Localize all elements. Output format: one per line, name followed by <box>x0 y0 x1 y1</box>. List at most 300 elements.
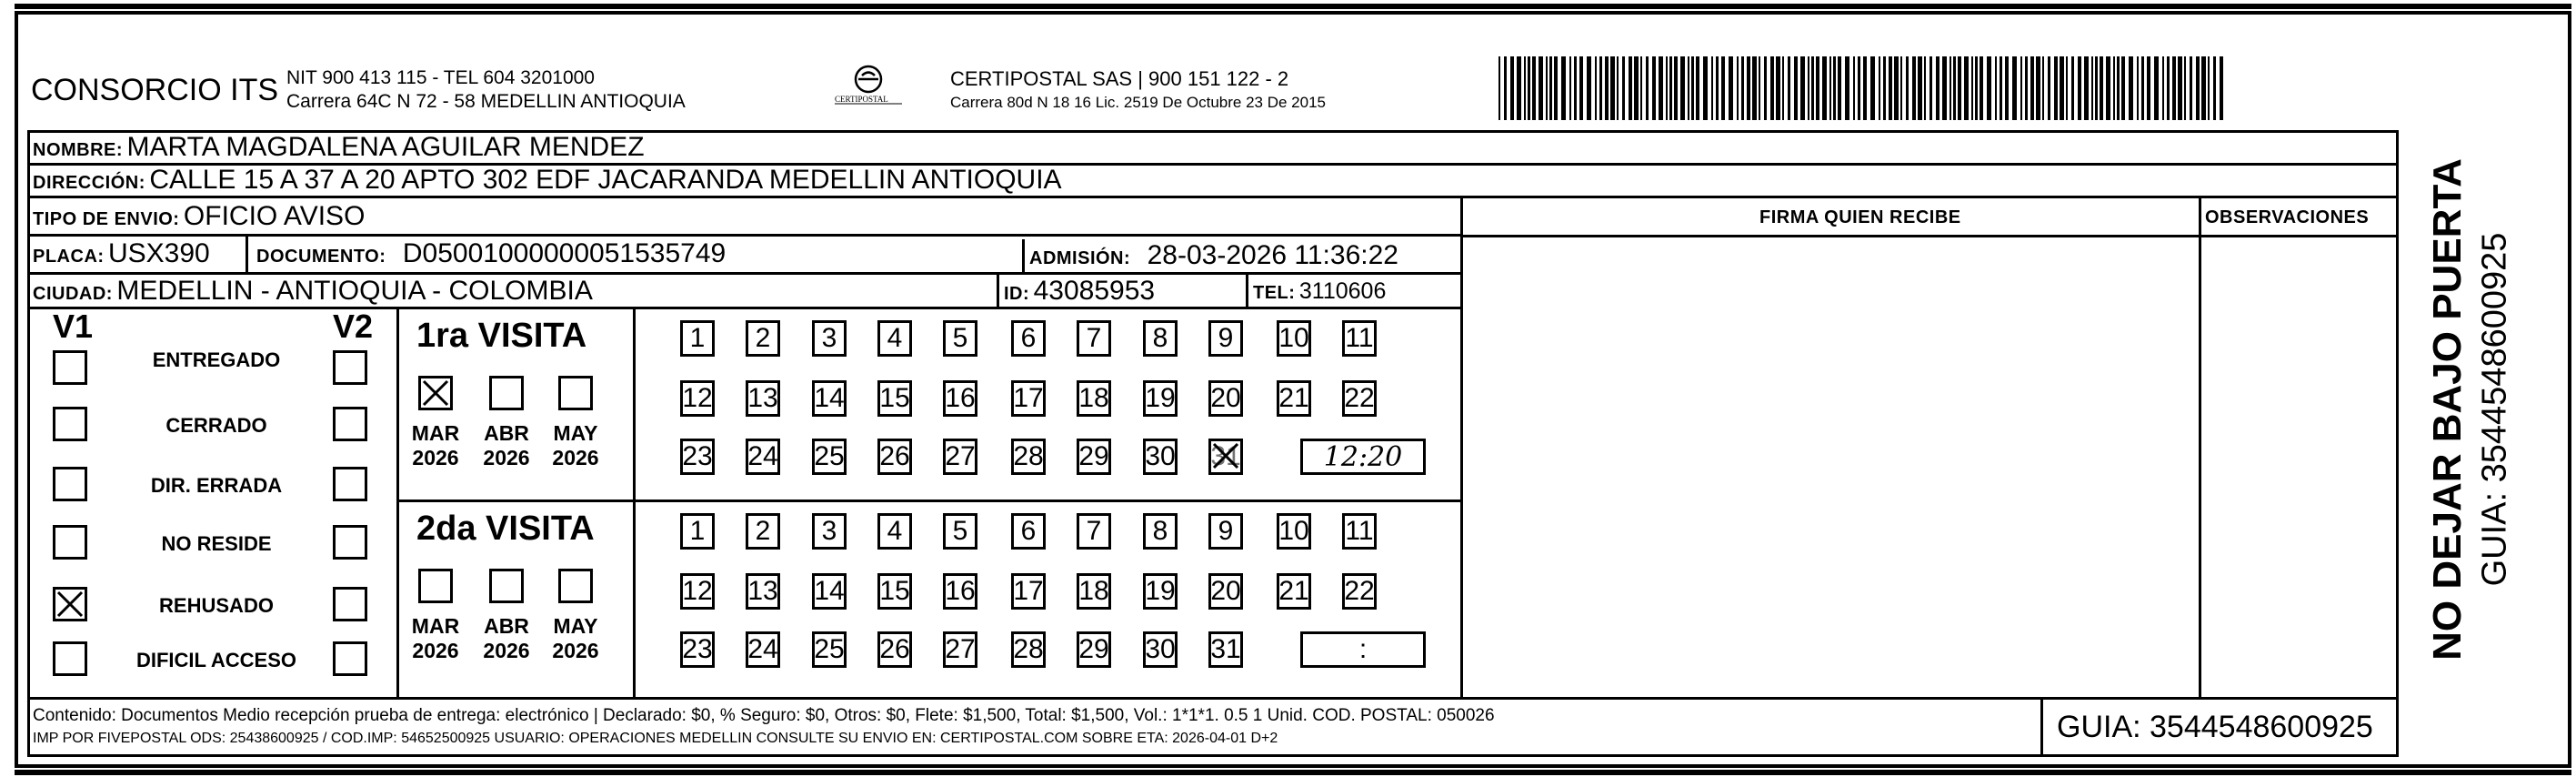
barcode-bar <box>2100 56 2103 120</box>
barcode-bar <box>2054 56 2058 120</box>
day-checkbox[interactable] <box>1077 320 1111 357</box>
row-divider <box>27 234 1462 237</box>
observaciones-header: OBSERVACIONES <box>2205 207 2370 227</box>
direccion-value: CALLE 15 A 37 A 20 APTO 302 EDF JACARANDA MEDELLIN ANTIOQUIA <box>149 165 1062 195</box>
barcode-bar <box>1610 56 1615 120</box>
day-checkbox[interactable] <box>877 513 912 550</box>
footer-contenido: Contenido: Documentos Medio recepción prueba de entrega: electrónico | Declarado: $0, % Seguro: $0, Otros: $0, Flete: $1,500, Total: $1,500, Vol.: 1*1*1. 0.5 1 Unid. COD. POSTAL: 050026 <box>33 706 1495 725</box>
day-checkbox[interactable] <box>812 320 847 357</box>
barcode-bar <box>1858 56 1860 120</box>
barcode-bar <box>1953 56 1956 120</box>
day-checkbox[interactable] <box>1208 573 1243 610</box>
month-checkbox[interactable] <box>418 569 453 603</box>
month-label <box>404 421 467 470</box>
day-checkbox[interactable] <box>680 631 715 668</box>
day-number: 23 <box>682 634 713 664</box>
day-checkbox[interactable] <box>1342 320 1377 357</box>
barcode-bar <box>1838 56 1841 120</box>
barcode-bar <box>1629 56 1632 120</box>
month-year: 2026 <box>552 639 599 662</box>
day-checkbox[interactable] <box>746 513 780 550</box>
handwritten-x-mark <box>421 378 450 408</box>
v1-checkbox[interactable] <box>53 587 87 621</box>
day-checkbox[interactable] <box>680 320 715 357</box>
day-number: 11 <box>1345 516 1374 546</box>
day-number: 25 <box>814 441 845 471</box>
id-field <box>1004 276 1155 307</box>
day-checkbox[interactable] <box>1011 380 1046 417</box>
month-label <box>544 421 607 470</box>
v2-checkbox[interactable] <box>333 587 367 621</box>
v1-checkbox[interactable] <box>53 350 87 385</box>
barcode-bar <box>1816 56 1819 120</box>
day-checkbox[interactable] <box>1143 631 1178 668</box>
barcode-bar <box>1554 56 1558 120</box>
barcode-bar <box>1498 56 1500 120</box>
barcode-bar <box>2220 56 2223 120</box>
day-number: 24 <box>747 441 778 471</box>
day-checkbox[interactable] <box>746 573 780 610</box>
barcode-bar <box>2113 56 2115 120</box>
month-checkbox[interactable] <box>418 376 453 410</box>
day-number: 18 <box>1078 383 1109 413</box>
day-checkbox[interactable] <box>1077 513 1111 550</box>
month-name: ABR <box>484 614 529 638</box>
day-checkbox[interactable] <box>877 380 912 417</box>
day-checkbox[interactable] <box>1208 320 1243 357</box>
day-checkbox[interactable] <box>1208 439 1243 475</box>
day-number: 13 <box>747 576 778 606</box>
handwritten-x-mark <box>1211 441 1240 470</box>
day-number: 10 <box>1278 516 1309 546</box>
barcode-bar <box>1587 56 1591 120</box>
row-divider <box>27 196 2399 198</box>
footer-impresion: IMP POR FIVEPOSTAL ODS: 25438600925 / COD.IMP: 54652500925 USUARIO: OPERACIONES MEDELLIN CONSULTE SU ENVIO EN: CERTIPOSTAL.COM SOBRE ETA: 2026-04-01 D+2 <box>33 731 1278 746</box>
day-checkbox[interactable] <box>1143 513 1178 550</box>
barcode-bar <box>1696 56 1699 120</box>
time-field[interactable] <box>1300 439 1426 475</box>
day-number: 12 <box>682 383 713 413</box>
day-checkbox[interactable] <box>943 573 977 610</box>
top-edge-shadow <box>15 4 2571 9</box>
day-number: 7 <box>1086 323 1102 353</box>
day-checkbox[interactable] <box>877 439 912 475</box>
v1-checkbox[interactable] <box>53 467 87 501</box>
barcode-bar <box>2190 56 2192 120</box>
day-checkbox[interactable] <box>1077 380 1111 417</box>
day-number: 5 <box>952 516 968 546</box>
v1-checkbox[interactable] <box>53 525 87 560</box>
day-checkbox[interactable] <box>943 513 977 550</box>
v1-checkbox[interactable] <box>53 641 87 676</box>
day-number: 9 <box>1218 323 1234 353</box>
day-checkbox[interactable] <box>812 513 847 550</box>
barcode-bar <box>1569 56 1571 120</box>
day-number: 19 <box>1145 383 1176 413</box>
day-number: 18 <box>1078 576 1109 606</box>
month-name: MAR <box>411 614 460 638</box>
barcode-bar <box>1958 56 1961 120</box>
day-checkbox[interactable] <box>812 631 847 668</box>
barcode-bar <box>1900 56 1902 120</box>
day-checkbox[interactable] <box>746 439 780 475</box>
barcode-bar <box>2066 56 2068 120</box>
day-checkbox[interactable] <box>812 380 847 417</box>
day-checkbox[interactable] <box>877 631 912 668</box>
barcode-bar <box>1752 56 1757 120</box>
barcode-bar <box>2213 56 2216 120</box>
ciudad-value: MEDELLIN - ANTIOQUIA - COLOMBIA <box>116 276 593 306</box>
barcode-bar <box>1800 56 1805 120</box>
barcode-bar <box>1674 56 1678 120</box>
day-checkbox[interactable] <box>1277 573 1311 610</box>
footer-right-border <box>2396 700 2399 756</box>
barcode-bar <box>2005 56 2009 120</box>
handwritten-x-mark <box>55 590 85 619</box>
status-reason-label: REHUSADO <box>159 594 274 617</box>
id-value: 43085953 <box>1033 276 1156 306</box>
barcode-bar <box>1605 56 1609 120</box>
barcode-bar <box>1711 56 1713 120</box>
footer-guia-divider <box>2040 700 2043 756</box>
barcode-bar <box>1879 56 1880 120</box>
month-label <box>475 614 538 663</box>
day-number: 21 <box>1278 383 1309 413</box>
barcode-bar <box>1853 56 1855 120</box>
day-checkbox[interactable] <box>1077 439 1111 475</box>
barcode-bar <box>1561 56 1566 120</box>
day-checkbox[interactable] <box>680 380 715 417</box>
barcode-bar <box>1729 56 1733 120</box>
barcode-bar <box>1546 56 1548 120</box>
barcode-bar <box>2020 56 2022 120</box>
footer-left-border <box>27 700 30 756</box>
day-number: 29 <box>1078 441 1109 471</box>
day-number: 6 <box>1020 323 1037 353</box>
v2-checkbox[interactable] <box>333 407 367 441</box>
company-nit: NIT 900 413 115 - TEL 604 3201000 <box>286 67 595 88</box>
day-checkbox[interactable] <box>943 380 977 417</box>
barcode-bar <box>1532 56 1536 120</box>
day-number: 31 <box>1210 441 1241 471</box>
barcode-bar <box>1918 56 1922 120</box>
day-checkbox[interactable] <box>943 439 977 475</box>
placa-label: PLACA: <box>33 247 105 267</box>
column-header-divider <box>1460 235 2399 237</box>
day-number: 26 <box>879 441 910 471</box>
barcode-bar <box>2078 56 2081 120</box>
day-number: 13 <box>747 383 778 413</box>
barcode-bar <box>1942 56 1947 120</box>
day-number: 4 <box>887 323 903 353</box>
barcode-bar <box>1504 56 1507 120</box>
barcode-bar <box>1640 56 1642 120</box>
barcode-bar <box>1782 56 1784 120</box>
barcode-bar <box>1829 56 1831 120</box>
admision-value: 28-03-2026 11:36:22 <box>1147 240 1398 270</box>
observaciones-column-divider <box>2199 196 2201 700</box>
month-year: 2026 <box>412 446 459 469</box>
cell-divider <box>1246 272 1248 307</box>
day-checkbox[interactable] <box>1011 513 1046 550</box>
barcode-bar <box>1924 56 1926 120</box>
barcode-bar <box>1652 56 1656 120</box>
month-label <box>475 421 538 470</box>
barcode-bar <box>2084 56 2089 120</box>
barcode-bar <box>2048 56 2050 120</box>
month-year: 2026 <box>483 446 530 469</box>
day-checkbox[interactable] <box>680 439 715 475</box>
status-reason-label: DIR. ERRADA <box>150 474 283 497</box>
day-number: 24 <box>747 634 778 664</box>
carrier-logo-icon <box>827 64 909 115</box>
month-checkbox[interactable] <box>489 376 524 410</box>
barcode-bar <box>1646 56 1649 120</box>
tipo-label: TIPO DE ENVIO: <box>33 209 180 229</box>
barcode-bar <box>1980 56 1983 120</box>
barcode-bar <box>1845 56 1849 120</box>
day-checkbox[interactable] <box>877 320 912 357</box>
day-checkbox[interactable] <box>1077 573 1111 610</box>
footer-guia: GUIA: 3544548600925 <box>2057 710 2373 744</box>
ciudad-label: CIUDAD: <box>33 284 113 304</box>
day-number: 8 <box>1152 516 1168 546</box>
v2-checkbox[interactable] <box>333 641 367 676</box>
month-name: MAR <box>411 421 460 445</box>
day-number: 19 <box>1145 576 1176 606</box>
day-number: 30 <box>1145 441 1176 471</box>
barcode-bar <box>2106 56 2110 120</box>
barcode-bar <box>2137 56 2139 120</box>
barcode-bar <box>2162 56 2164 120</box>
day-checkbox[interactable] <box>812 573 847 610</box>
barcode-bar <box>1716 56 1719 120</box>
barcode-bar <box>1574 56 1577 120</box>
barcode-bar <box>1634 56 1639 120</box>
time-value: 12:20 <box>1323 440 1403 473</box>
day-number: 27 <box>945 634 976 664</box>
barcode-bar <box>1808 56 1809 120</box>
admision-label: ADMISIÓN: <box>1029 248 1131 268</box>
barcode-bar <box>2071 56 2074 120</box>
day-checkbox[interactable] <box>1143 380 1178 417</box>
v2-checkbox[interactable] <box>333 525 367 560</box>
nombre-value: MARTA MAGDALENA AGUILAR MENDEZ <box>126 132 645 162</box>
barcode-bar <box>1510 56 1514 120</box>
barcode-bar <box>2196 56 2200 120</box>
month-checkbox[interactable] <box>489 569 524 603</box>
barcode-bar <box>1894 56 1899 120</box>
month-label <box>544 614 607 663</box>
barcode-bar <box>1995 56 1997 120</box>
day-number: 17 <box>1013 383 1044 413</box>
v1-header: V1 <box>53 308 94 345</box>
barcode-bar <box>1929 56 1932 120</box>
visit-divider <box>396 500 1462 502</box>
admision-field <box>1029 240 1398 271</box>
month-name: ABR <box>484 421 529 445</box>
day-number: 4 <box>887 516 903 546</box>
month-year: 2026 <box>552 446 599 469</box>
month-label <box>404 614 467 663</box>
barcode-bar <box>2201 56 2206 120</box>
barcode-bar <box>1539 56 1543 120</box>
v1-checkbox[interactable] <box>53 407 87 441</box>
day-number: 6 <box>1020 516 1037 546</box>
day-checkbox[interactable] <box>1011 631 1046 668</box>
barcode-bar <box>1747 56 1750 120</box>
day-checkbox[interactable] <box>680 513 715 550</box>
barcode-bar <box>2184 56 2186 120</box>
day-checkbox[interactable] <box>1143 573 1178 610</box>
day-checkbox[interactable] <box>1143 320 1178 357</box>
barcode-bar <box>2178 56 2182 120</box>
month-year: 2026 <box>483 639 530 662</box>
day-number: 26 <box>879 634 910 664</box>
firma-header: FIRMA QUIEN RECIBE <box>1759 207 1961 227</box>
barcode-bar <box>2154 56 2159 120</box>
day-checkbox[interactable] <box>1277 380 1311 417</box>
day-checkbox[interactable] <box>1143 439 1178 475</box>
day-number: 9 <box>1218 516 1234 546</box>
barcode-bar <box>1906 56 1909 120</box>
status-divider <box>396 307 399 700</box>
time-value: : <box>1358 634 1368 664</box>
barcode-bar <box>1595 56 1597 120</box>
barcode-bar <box>2147 56 2150 120</box>
day-checkbox[interactable] <box>746 320 780 357</box>
day-number: 7 <box>1086 516 1102 546</box>
direccion-label: DIRECCIÓN: <box>33 173 145 193</box>
status-reason-label: NO RESIDE <box>161 532 272 555</box>
barcode-bar <box>2117 56 2120 120</box>
bottom-edge-shadow <box>15 770 2571 775</box>
day-number: 14 <box>814 576 845 606</box>
day-number: 22 <box>1344 576 1375 606</box>
barcode-bar <box>1883 56 1886 120</box>
nombre-label: NOMBRE: <box>33 140 124 160</box>
day-number: 31 <box>1210 634 1241 664</box>
day-number: 2 <box>755 323 771 353</box>
day-checkbox[interactable] <box>746 380 780 417</box>
visit2-title: 2da VISITA <box>416 510 595 548</box>
barcode-bar <box>1549 56 1552 120</box>
barcode-bar <box>1666 56 1668 120</box>
placa-field <box>33 238 210 269</box>
day-checkbox[interactable] <box>1342 380 1377 417</box>
day-checkbox[interactable] <box>1277 320 1311 357</box>
month-name: MAY <box>553 614 598 638</box>
ciudad-field <box>33 276 593 307</box>
day-number: 20 <box>1210 576 1241 606</box>
documento-value: D05001000000051535749 <box>402 238 727 268</box>
barcode-bar <box>2036 56 2040 120</box>
barcode-bar <box>1889 56 1892 120</box>
day-number: 8 <box>1152 323 1168 353</box>
barcode-bar <box>2129 56 2133 120</box>
day-checkbox[interactable] <box>746 631 780 668</box>
day-checkbox[interactable] <box>1208 631 1243 668</box>
month-checkbox[interactable] <box>558 376 593 410</box>
day-checkbox[interactable] <box>1011 573 1046 610</box>
day-checkbox[interactable] <box>1342 573 1377 610</box>
day-checkbox[interactable] <box>877 573 912 610</box>
day-checkbox[interactable] <box>1277 513 1311 550</box>
barcode-bar <box>1822 56 1827 120</box>
day-checkbox[interactable] <box>1077 631 1111 668</box>
day-checkbox[interactable] <box>1011 320 1046 357</box>
barcode-bar <box>2208 56 2210 120</box>
company-name: CONSORCIO ITS <box>31 73 279 107</box>
barcode-bar <box>1617 56 1619 120</box>
day-number: 25 <box>814 634 845 664</box>
tel-value: 3110606 <box>1298 278 1387 304</box>
day-checkbox[interactable] <box>1011 439 1046 475</box>
tipo-row <box>33 201 365 232</box>
day-checkbox[interactable] <box>943 320 977 357</box>
barcode-bar <box>1912 56 1916 120</box>
direccion-row <box>33 165 1062 196</box>
barcode-bar <box>2000 56 2002 120</box>
time-field[interactable] <box>1300 631 1426 668</box>
day-checkbox[interactable] <box>812 439 847 475</box>
day-number: 17 <box>1013 576 1044 606</box>
day-number: 28 <box>1013 634 1044 664</box>
barcode-bar <box>1669 56 1672 120</box>
barcode-bar <box>1936 56 1940 120</box>
day-number: 3 <box>821 323 837 353</box>
barcode-bar <box>1528 56 1530 120</box>
day-checkbox[interactable] <box>1208 513 1243 550</box>
barcode-bar <box>1737 56 1739 120</box>
barcode-bar <box>1721 56 1725 120</box>
day-number: 29 <box>1078 634 1109 664</box>
day-number: 30 <box>1145 634 1176 664</box>
day-checkbox[interactable] <box>943 631 977 668</box>
visit1-title: 1ra VISITA <box>416 317 587 355</box>
day-checkbox[interactable] <box>1208 380 1243 417</box>
day-number: 12 <box>682 576 713 606</box>
barcode-bar <box>1776 56 1780 120</box>
barcode-bar <box>1659 56 1663 120</box>
v2-checkbox[interactable] <box>333 467 367 501</box>
barcode-bar <box>1579 56 1583 120</box>
day-number: 21 <box>1278 576 1309 606</box>
barcode-bar <box>1622 56 1625 120</box>
status-reason-label: DIFICIL ACCESO <box>135 649 296 671</box>
barcode-bar <box>1811 56 1814 120</box>
barcode-bar <box>1964 56 1969 120</box>
day-number: 16 <box>945 576 976 606</box>
barcode-bar <box>1987 56 1991 120</box>
day-number: 15 <box>879 383 910 413</box>
day-number: 28 <box>1013 441 1044 471</box>
carrier-logo <box>827 64 909 115</box>
month-checkbox[interactable] <box>558 569 593 603</box>
barcode-bar <box>2060 56 2064 120</box>
day-checkbox[interactable] <box>1342 513 1377 550</box>
barcode-bar <box>2121 56 2125 120</box>
v2-checkbox[interactable] <box>333 350 367 385</box>
day-checkbox[interactable] <box>680 573 715 610</box>
day-number: 1 <box>689 516 706 546</box>
barcode-bar <box>1788 56 1790 120</box>
barcode-bar <box>1870 56 1875 120</box>
status-reason-label: CERRADO <box>165 414 267 437</box>
barcode-bar <box>1703 56 1708 120</box>
month-year: 2026 <box>412 639 459 662</box>
months-divider <box>633 307 636 700</box>
